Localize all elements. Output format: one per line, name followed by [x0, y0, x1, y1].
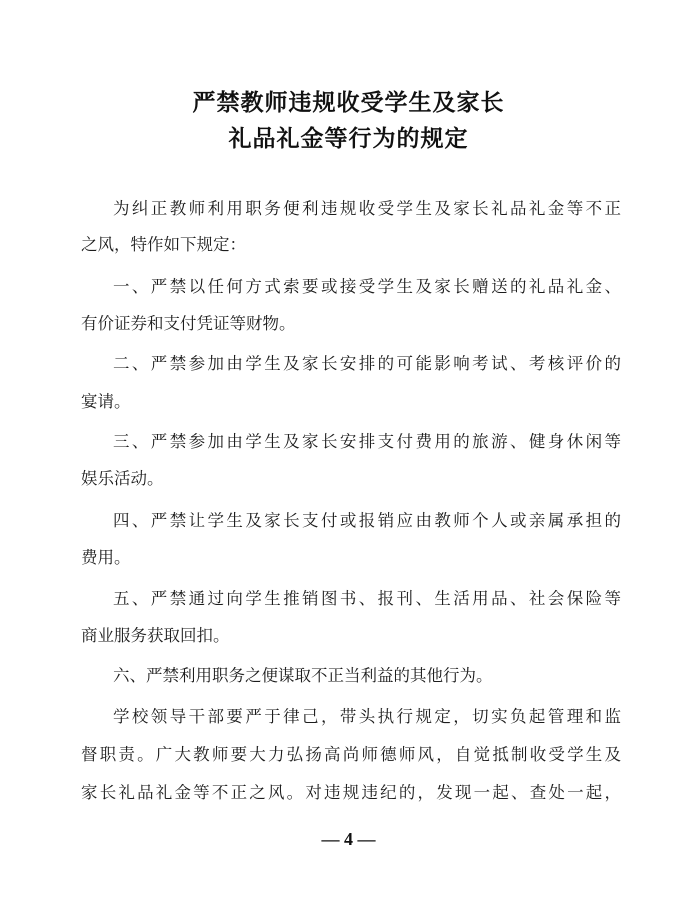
rule-5-line-1: 五、严禁通过向学生推销图书、报刊、生活用品、社会保险等 — [113, 589, 621, 608]
rule-3-line-2: 娱乐活动。 — [81, 469, 164, 488]
document-title-line-2: 礼品礼金等行为的规定 — [228, 126, 469, 152]
paragraph-intro-line-1: 为纠正教师利用职务便利违规收受学生及家长礼品礼金等不正 — [113, 199, 621, 218]
rule-2-line-2: 宴请。 — [81, 392, 131, 411]
rule-5-line-2: 商业服务获取回扣。 — [81, 626, 230, 645]
rule-1-line-2: 有价证券和支付凭证等财物。 — [81, 314, 296, 333]
rule-3-line-1: 三、严禁参加由学生及家长安排支付费用的旅游、健身休闲等 — [113, 432, 621, 451]
closing-paragraph-line-2: 督职责。广大教师要大力弘扬高尚师德师风，自觉抵制收受学生及 — [81, 745, 621, 764]
page-number: — 4 — — [321, 829, 376, 849]
document-title-line-1: 严禁教师违规收受学生及家长 — [192, 90, 505, 116]
rule-4-line-1: 四、严禁让学生及家长支付或报销应由教师个人或亲属承担的 — [113, 511, 621, 530]
rule-6-line-1: 六、严禁利用职务之便谋取不正当利益的其他行为。 — [113, 666, 493, 685]
rule-1-line-1: 一、严禁以任何方式索要或接受学生及家长赠送的礼品礼金、 — [113, 277, 621, 296]
paragraph-intro-line-2: 之风，特作如下规定： — [81, 235, 246, 254]
closing-paragraph-line-3: 家长礼品礼金等不正之风。对违规违纪的，发现一起、查处一起， — [81, 783, 621, 802]
rule-4-line-2: 费用。 — [81, 548, 131, 567]
rule-2-line-1: 二、严禁参加由学生及家长安排的可能影响考试、考核评价的 — [113, 354, 621, 373]
closing-paragraph-line-1: 学校领导干部要严于律己，带头执行规定，切实负起管理和监 — [113, 707, 621, 726]
